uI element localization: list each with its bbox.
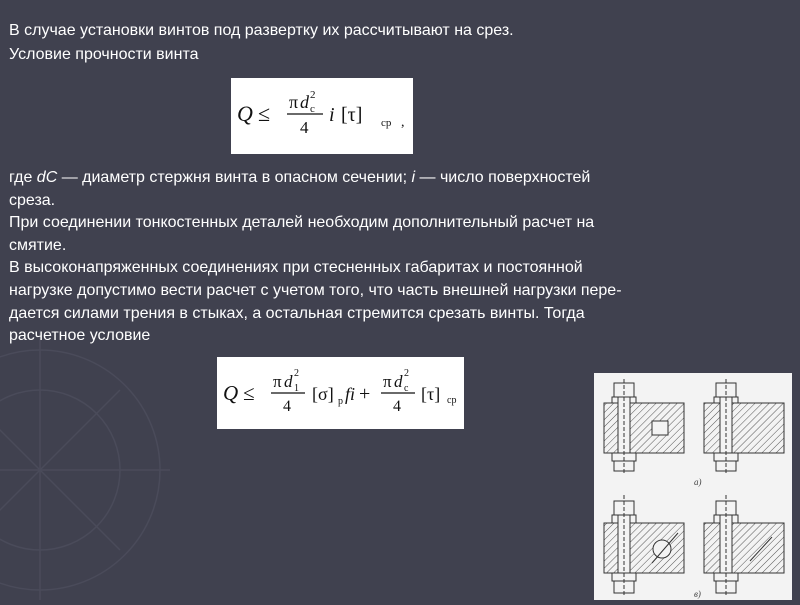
formula-1-svg xyxy=(231,78,413,154)
formula-1-sup: 2 xyxy=(310,89,316,101)
formula-2-pi2: π xyxy=(383,372,392,391)
formula-2-sub2: c xyxy=(404,383,409,394)
formula-1-tau-sub: ср xyxy=(381,117,392,129)
where-i-desc: — число поверхностей xyxy=(415,169,591,186)
formula-2-sub1: 1 xyxy=(294,383,299,394)
joint-b xyxy=(704,379,784,473)
formula-2-d2: d xyxy=(394,372,403,391)
formula-2-fi: fi xyxy=(345,384,356,404)
formula-1-pi: π xyxy=(289,92,299,112)
bolt-joint-drawing xyxy=(594,373,792,600)
where-line-2: среза. xyxy=(9,191,56,209)
where-var-dc: dC xyxy=(36,169,58,186)
formula-1-sub: c xyxy=(310,103,315,115)
thin-line-1: При соединении тонкостенных деталей необходим дополнительный расчет на xyxy=(9,214,595,232)
formula-2-plus: + xyxy=(359,383,371,405)
high-line-3: дается силами трения в стыках, а остальная стремится срезать винты. Тогда xyxy=(9,304,585,322)
high-line-4: расчетное условие xyxy=(9,327,151,345)
formula-2-sup2: 2 xyxy=(404,368,409,379)
formula-2-sup1: 2 xyxy=(294,368,299,379)
formula-2-svg xyxy=(217,357,464,429)
formula-2-d1: d xyxy=(284,372,293,391)
high-line-1: В высоконапряженных соединениях при стесненных габаритах и постоянной xyxy=(9,259,583,277)
thin-line-2: смятие. xyxy=(9,236,67,254)
joint-a xyxy=(604,379,684,473)
intro-line-1: В случае установки винтов под развертку их рассчитывают на срез. xyxy=(9,22,514,39)
formula-2-tau-sub: ср xyxy=(447,395,457,406)
formula-1-q: Q xyxy=(237,101,253,126)
formula-1-comma: , xyxy=(401,115,405,130)
figure-label-a: а) xyxy=(694,477,702,487)
formula-2-den2: 4 xyxy=(393,398,401,415)
intro-line-2: Условие прочности винта xyxy=(9,46,199,63)
formula-2-rel: ≤ xyxy=(243,381,255,405)
formula-2-q: Q xyxy=(223,381,239,405)
bolt-joint-figure xyxy=(594,373,792,600)
formula-1-tau: [τ] xyxy=(341,104,363,126)
where-dc-desc: — диаметр стержня винта в опасном сечении; xyxy=(57,169,412,186)
where-line-1 xyxy=(9,167,799,190)
formula-2-tau: [τ] xyxy=(421,384,441,404)
where-var-i: i xyxy=(411,169,416,186)
high-line-2: нагрузке допустимо вести расчет с учетом того, что часть внешней нагрузки пере- xyxy=(9,281,622,299)
strength-formula-1 xyxy=(231,78,413,154)
formula-1-d: d xyxy=(300,92,309,112)
formula-2-den1: 4 xyxy=(283,398,291,415)
formula-1-i: i xyxy=(329,104,335,126)
formula-2-sigma-sub: р xyxy=(338,396,343,407)
body-text xyxy=(9,167,799,348)
joint-d xyxy=(704,495,784,597)
strength-formula-2 xyxy=(217,357,464,429)
formula-1-den: 4 xyxy=(300,118,309,137)
joint-c xyxy=(604,495,684,597)
formula-1-rel: ≤ xyxy=(258,101,271,126)
formula-2-sigma: [σ] xyxy=(312,384,334,404)
where-prefix: где xyxy=(9,169,37,186)
formula-2-pi1: π xyxy=(273,372,282,391)
figure-label-b: в) xyxy=(694,589,701,599)
